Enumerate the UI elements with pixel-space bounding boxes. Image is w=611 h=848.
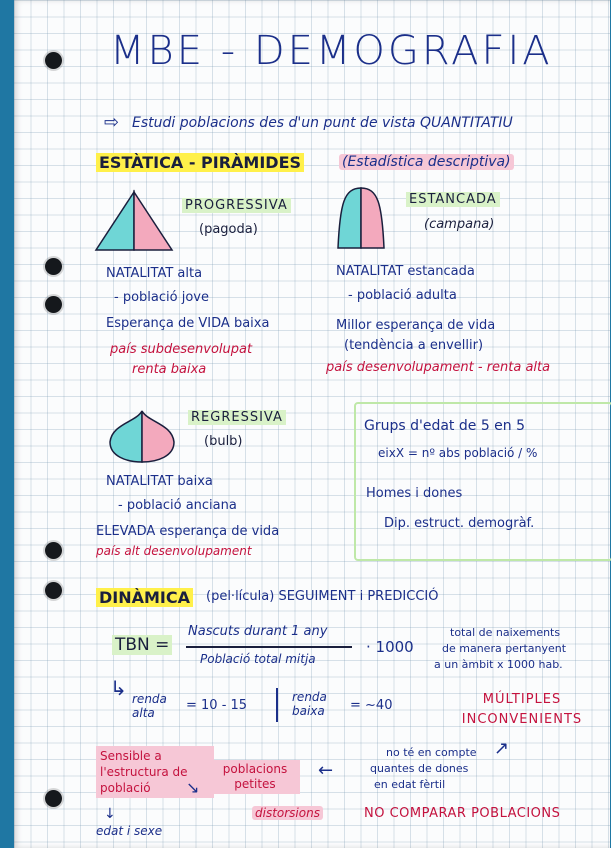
stagnant-note1: país desenvolupament - renta alta (326, 360, 551, 375)
static-heading (96, 153, 304, 172)
intro-text: Estudi poblacions des d'un punt de vista QUANTITATIU (132, 115, 513, 131)
arrow-left-icon: ← (318, 760, 334, 781)
progressive-name-text: PROGRESSIVA (182, 198, 291, 213)
stagnant-line4: (tendència a envellir) (344, 338, 484, 353)
no-compte-line2: quantes de dones (370, 762, 469, 775)
binder-hole-5 (45, 582, 62, 599)
formula-multiplier: · 1000 (366, 638, 414, 656)
formula-numerator: Nascuts durant 1 any (188, 624, 328, 639)
formula-note2: de manera pertanyent (442, 642, 567, 655)
petites-note (210, 760, 300, 794)
rent-low-value: = ~40 (350, 698, 393, 713)
intro-arrow-icon: ⇨ (104, 112, 120, 133)
no-comparar-note: NO COMPARAR POBLACIONS (364, 806, 561, 821)
box-line3: Homes i dones (366, 486, 463, 501)
binder-hole-2 (45, 258, 62, 275)
formula-note1: total de naixements (450, 626, 561, 639)
regressive-line1: NATALITAT baixa (106, 474, 213, 489)
distorsions-note (252, 806, 323, 820)
page-title: MBE - DEMOGRAFIA (110, 28, 553, 74)
arrow-to-petites-icon: ↘ (186, 778, 200, 797)
stagnant-name-text: ESTANCADA (406, 192, 500, 207)
formula-label-text: TBN = (112, 635, 172, 655)
arrow-down-icon: ↓ (104, 806, 116, 822)
formula-label (112, 635, 172, 655)
rent-arrow-icon: ↳ (110, 676, 127, 700)
binder-hole-3 (45, 296, 62, 313)
stagnant-name (406, 192, 500, 207)
sensible-note-text: Sensible a l'estructura de població (100, 749, 188, 795)
binder-hole-4 (45, 542, 62, 559)
binder-hole-1 (45, 52, 62, 69)
petites-note-text: poblacions petites (222, 762, 288, 791)
binder-hole-6 (45, 790, 62, 807)
stagnant-line1: NATALITAT estancada (336, 264, 475, 279)
rent-high-label: renda alta (132, 692, 167, 720)
stagnant-line3: Millor esperança de vida (336, 318, 496, 333)
box-line4: Dip. estruct. demogràf. (384, 516, 535, 531)
progressive-line1: NATALITAT alta (106, 266, 203, 281)
edat-note: edat i sexe (96, 824, 163, 838)
progressive-pyramid-icon (94, 190, 174, 252)
regressive-alias: (bulb) (204, 434, 243, 449)
no-compte-line3: en edat fèrtil (374, 778, 446, 791)
box-line1: Grups d'edat de 5 en 5 (364, 418, 526, 434)
regressive-name (188, 410, 286, 425)
progressive-line3: Esperança de VIDA baixa (106, 316, 270, 331)
progressive-note1: país subdesenvolupat (110, 342, 253, 357)
box-line2: eixX = nº abs població / % (378, 446, 538, 460)
stagnant-alias: (campana) (424, 217, 495, 232)
dynamic-subheading: (pel·lícula) SEGUIMENT i PREDICCIÓ (206, 589, 439, 604)
distorsions-note-text: distorsions (252, 806, 323, 820)
inconvenients-label: MÚLTIPLES INCONVENIENTS (461, 692, 583, 727)
dynamic-heading (96, 588, 193, 607)
formula-note3: a un àmbit x 1000 hab. (434, 658, 563, 671)
static-heading-text: ESTÀTICA - PIRÀMIDES (96, 153, 304, 172)
progressive-name (182, 198, 291, 213)
stagnant-line2: - població adulta (348, 288, 457, 303)
dynamic-heading-text: DINÀMICA (96, 588, 193, 607)
regressive-line2: - població anciana (118, 498, 237, 513)
notebook-page (14, 0, 610, 848)
formula-fraction-bar (186, 646, 352, 648)
arrow-up-icon: ↗ (494, 738, 510, 759)
rent-low-label: renda baixa (292, 690, 327, 718)
progressive-note2: renta baixa (132, 362, 207, 377)
regressive-line3: ELEVADA esperança de vida (96, 524, 280, 539)
formula-denominator: Població total mitja (200, 652, 316, 666)
age-groups-box (354, 402, 611, 561)
regressive-note1: país alt desenvolupament (96, 544, 252, 558)
progressive-line2: - població jove (114, 290, 209, 305)
no-compte-line1: no té en compte (386, 746, 477, 759)
rent-divider (276, 688, 278, 722)
regressive-pyramid-icon (106, 408, 178, 464)
static-subheading-text: (Estadística descriptiva) (339, 154, 514, 170)
stagnant-pyramid-icon (334, 186, 388, 252)
rent-high-value: = 10 - 15 (186, 698, 248, 713)
progressive-alias: (pagoda) (199, 222, 258, 237)
static-subheading (339, 154, 514, 170)
regressive-name-text: REGRESSIVA (188, 410, 286, 425)
